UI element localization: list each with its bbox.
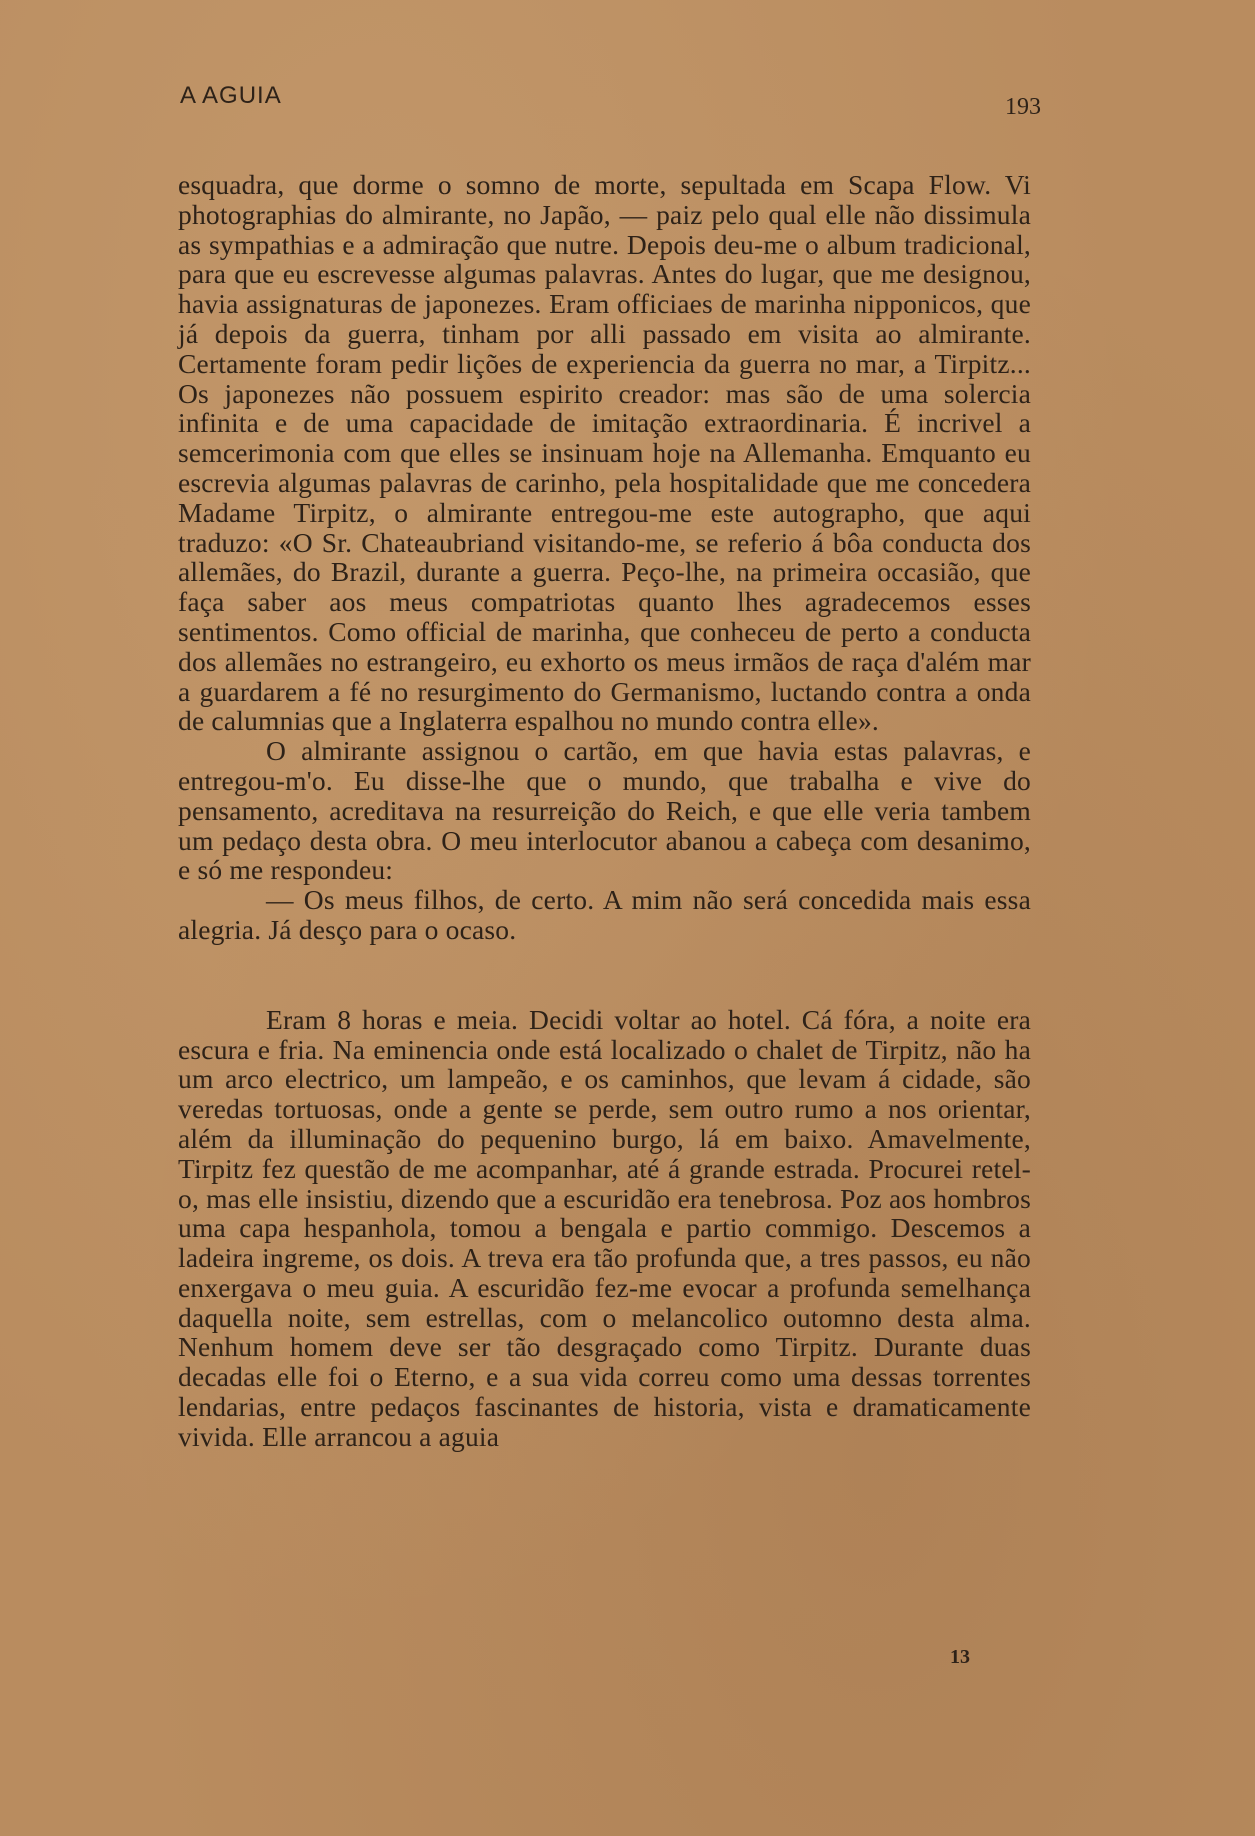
- paragraph-2: O almirante assignou o cartão, em que havia estas palavras, e entregou-m'o. Eu disse-lhe que o mundo, que trabalha e vive do pensamento, acreditava na resurreição do Reich, e que elle veria tambem um pedaço desta obra. O meu interlocutor abanou a cabeça com desanimo, e só me respondeu:: [178, 735, 1031, 886]
- paragraph-3: — Os meus filhos, de certo. A mim não será concedida mais essa alegria. Já desço para o ocaso.: [178, 884, 1031, 945]
- running-title: A AGUIA: [180, 82, 282, 109]
- paragraph-1: esquadra, que dorme o somno de morte, sepultada em Scapa Flow. Vi photographias do almirante, no Japão, — paiz pelo qual elle não dissimula as sympathias e a admiração que nutre. Depois deu-me o album tradicional, para que eu escrevesse algumas palavras. Antes do lugar, que me designou, havia assignaturas de japonezes. Eram officiaes de marinha nipponicos, que já depois da guerra, tinham por alli passado em visita ao almirante. Certamente foram pedir lições de experiencia da guerra no mar, a Tirpitz... Os japonezes não possuem espirito creador: mas são de uma solercia infinita e de uma capacidade de imitação extraordinaria. É incrivel a semcerimonia com que elles se insinuam hoje na Allemanha. Emquanto eu escrevia algumas palavras de carinho, pela hospitalidade que me concedera Madame Tirpitz, o almirante entregou-me este autographo, que aqui traduzo: «O Sr. Chateaubriand visitando-me, se referio á bôa conducta dos allemães, do Brazil, durante a guerra. Peço-lhe, na primeira occasião, que faça saber aos meus compatriotas quanto lhes agradecemos esses sentimentos. Como official de marinha, que conheceu de perto a conducta dos allemães no estrangeiro, eu exhorto os meus irmãos de raça d'além mar a guardarem a fé no resurgimento do Germanismo, luctando contra a onda de calumnias que a Inglaterra espalhou no mundo contra elle».: [178, 169, 1031, 737]
- body-text: [178, 170, 1031, 1452]
- section-break: [178, 945, 1031, 1005]
- paragraph-4: Eram 8 horas e meia. Decidi voltar ao hotel. Cá fóra, a noite era escura e fria. Na eminencia onde está localizado o chalet de Tirpitz, não ha um arco electrico, um lampeão, e os caminhos, que levam á cidade, são veredas tortuosas, onde a gente se perde, sem outro rumo a nos orientar, além da illuminação do pequenino burgo, lá em baixo. Amavelmente, Tirpitz fez questão de me acompanhar, até á grande estrada. Procurei retel-o, mas elle insistiu, dizendo que a escuridão era tenebrosa. Poz aos hombros uma capa hespanhola, tomou a bengala e partio commigo. Descemos a ladeira ingreme, os dois. A treva era tão profunda que, a tres passos, eu não enxergava o meu guia. A escuridão fez-me evocar a profunda semelhança daquella noite, sem estrellas, com o melancolico outomno desta alma. Nenhum homem deve ser tão desgraçado como Tirpitz. Durante duas decadas elle foi o Eterno, e a sua vida correu como uma dessas torrentes lendarias, entre pedaços fascinantes de historia, vista e dramaticamente vivida. Elle arrancou a aguia: [178, 1003, 1031, 1452]
- page-number: 193: [1005, 94, 1041, 120]
- signature-mark: 13: [950, 1646, 970, 1668]
